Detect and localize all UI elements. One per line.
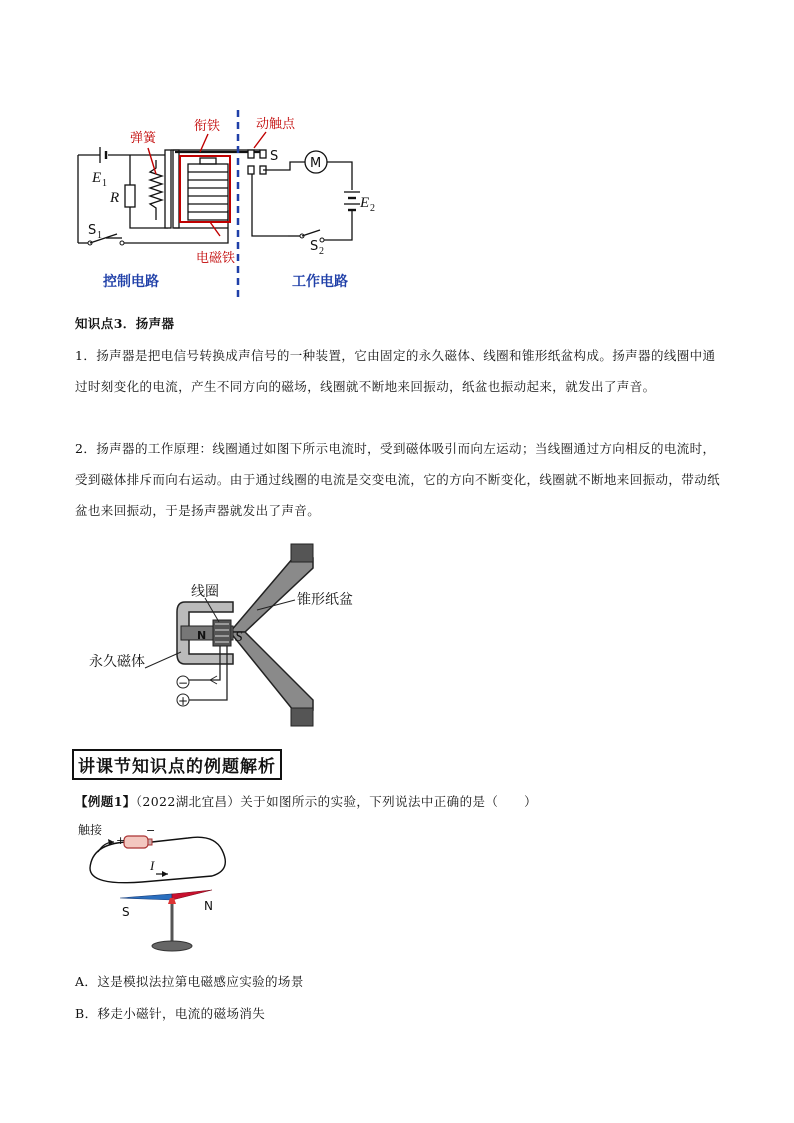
section3-heading: 知识点3．扬声器 bbox=[75, 316, 175, 331]
s1-label: S bbox=[88, 223, 97, 238]
needle-s-label: S bbox=[122, 905, 130, 919]
minus-terminal-label: − bbox=[178, 676, 189, 690]
current-label: I bbox=[150, 858, 155, 873]
motor-label: M bbox=[310, 156, 322, 171]
south-pole-label: S bbox=[235, 629, 243, 645]
section-title: 讲课节知识点的例题解析 bbox=[72, 749, 282, 780]
s1-subscript: 1 bbox=[97, 230, 102, 241]
magnet-label: 永久磁体 bbox=[89, 654, 145, 670]
example1-question-line bbox=[75, 792, 537, 810]
example-tag: 【例题1】 bbox=[75, 794, 136, 809]
spring-label: 弹簧 bbox=[130, 131, 157, 146]
e2-subscript: 2 bbox=[370, 203, 375, 214]
example-question: 关于如图所示的实验，下列说法中正确的是（ ） bbox=[240, 794, 537, 809]
e1-label: E bbox=[92, 170, 102, 186]
coil-label: 线圈 bbox=[191, 584, 219, 600]
moving-contact-label: 动触点 bbox=[256, 117, 296, 132]
resistor-label: R bbox=[110, 190, 120, 206]
e2-label: E bbox=[360, 195, 370, 211]
section3-paragraph-1: 1．扬声器是把电信号转换成声信号的一种装置，它由固定的永久磁体、线圈和锥形纸盆构成。扬声器的线圈中通过时刻变化的电流，产生不同方向的磁场，线圈就不断地来回振动，纸盆也振动起来，就发出了声音。 bbox=[75, 348, 716, 394]
relay-circuit-figure bbox=[70, 110, 410, 300]
section3-paragraph-2: 2．扬声器的工作原理：线圈通过如图下所示电流时，受到磁体吸引而向左运动；当线圈通过方向相反的电流时，受到磁体排斥而向右运动。由于通过线圈的电流是交变电流，它的方向不断变化，线圈就不断地来回振动，带动纸盆也来回振动，于是扬声器就发出了声音。 bbox=[75, 441, 721, 518]
battery-minus-label: − bbox=[146, 824, 156, 837]
option-a: A．这是模拟法拉第电磁感应实验的场景 bbox=[75, 974, 304, 989]
electromagnet-label: 电磁铁 bbox=[196, 251, 236, 266]
touch-label: 触接 bbox=[78, 823, 103, 837]
plus-terminal-label: + bbox=[178, 694, 189, 708]
cone-label: 锥形纸盆 bbox=[297, 592, 353, 608]
s2-label: S bbox=[310, 239, 319, 254]
work-circuit-label: 工作电路 bbox=[292, 274, 348, 290]
armature-label: 衔铁 bbox=[194, 119, 221, 134]
north-pole-label: N bbox=[197, 629, 207, 642]
loudspeaker-figure bbox=[85, 540, 375, 730]
option-b: B．移走小磁针，电流的磁场消失 bbox=[75, 1006, 266, 1021]
s2-subscript: 2 bbox=[319, 246, 324, 257]
battery-plus-label: + bbox=[116, 834, 126, 847]
e1-subscript: 1 bbox=[102, 178, 107, 189]
oersted-experiment-figure bbox=[72, 820, 242, 960]
needle-n-label: N bbox=[204, 899, 213, 913]
control-circuit-label: 控制电路 bbox=[103, 274, 159, 290]
switch-s-label: S bbox=[270, 149, 279, 164]
example-source: （2022湖北宜昌） bbox=[135, 794, 241, 809]
